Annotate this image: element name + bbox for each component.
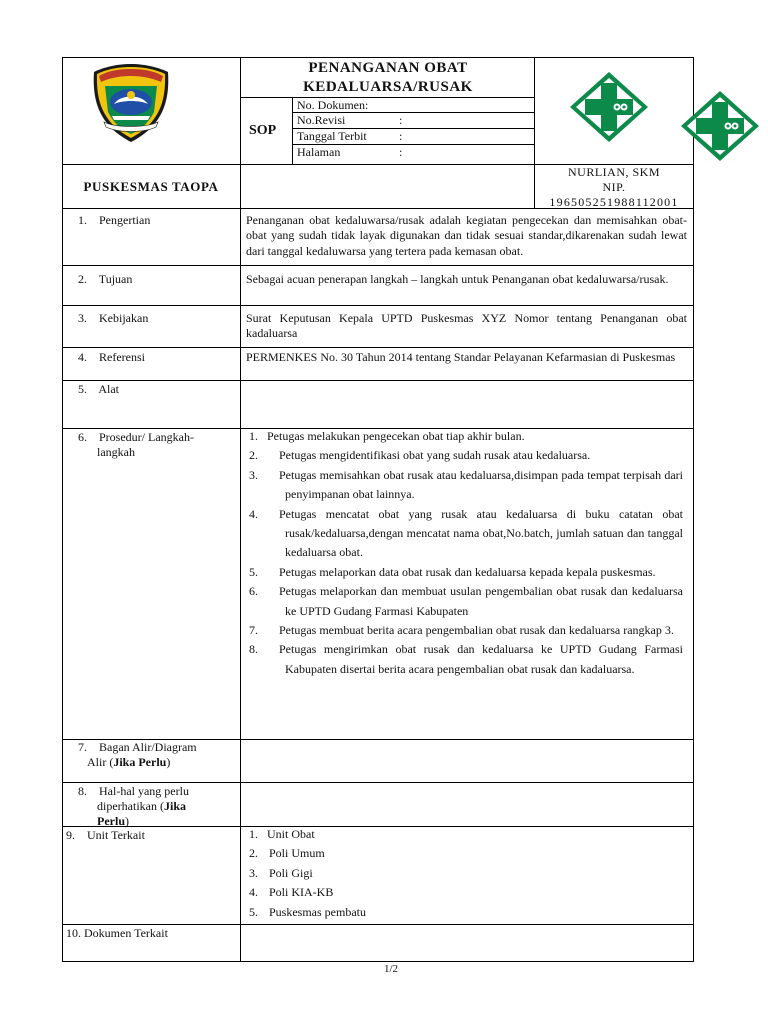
related-unit-item: 3. Poli Gigi xyxy=(249,865,313,880)
related-unit-item: 1. Unit Obat xyxy=(249,827,315,841)
meta-page-label: Halaman xyxy=(297,145,341,159)
section-label-related-documents: 10. Dokumen Terkait xyxy=(66,926,168,940)
puskesmas-logo-icon xyxy=(567,69,651,145)
section-label-flowchart-cont: Alir (Jika Perlu) xyxy=(87,755,171,769)
related-units-list xyxy=(249,825,549,922)
procedure-list xyxy=(249,427,683,679)
section-label-policy: 3. Kebijakan xyxy=(78,311,149,325)
meta-issue-date-label: Tanggal Terbit xyxy=(297,129,367,143)
sop-divider xyxy=(292,97,293,164)
meta-page-value: : xyxy=(399,145,403,159)
row-line-5 xyxy=(62,380,694,381)
section-label-reference: 4. Referensi xyxy=(78,350,145,364)
sop-label: SOP xyxy=(249,123,277,138)
signatory-nip: 196505251988112001 xyxy=(549,195,679,209)
signatory-name: NURLIAN, SKM xyxy=(567,165,660,179)
document-title: PENANGANAN OBAT KEDALUARSA/RUSAK xyxy=(303,60,473,95)
section-label-tools: 5. Alat xyxy=(78,382,119,396)
section-content-definition: Penanganan obat kedaluwarsa/rusak adalah kegiatan pengecekan dan memisahkan obat-obat yang sudah tidak layak digunakan dan tidak sesuai standar,dikarenakan sudah lewat dari tanggal kedaluwarsa yang tertera pada kemasan obat. xyxy=(246,213,687,258)
related-unit-item: 4. Poli KIA-KB xyxy=(249,885,334,900)
row-line-8 xyxy=(62,782,694,783)
procedure-step: 3. Petugas memisahkan obat rusak atau kedaluarsa,disimpan pada tempat terpisah dari penyimpanan obat lainnya. xyxy=(249,467,683,502)
related-unit-item: 2. Poli Umum xyxy=(249,846,325,861)
procedure-step: 6. Petugas melaporkan dan membuat usulan pengembalian obat rusak dan kedaluarsa ke UPTD Gudang Farmasi Kabupaten xyxy=(249,584,683,618)
related-unit-item: 5. Puskesmas pembatu xyxy=(249,904,366,919)
section-label-notes: 8. Hal-hal yang perlu xyxy=(78,784,189,798)
title-bottom xyxy=(240,97,535,98)
section-label-notes-cont-2: Perlu) xyxy=(97,814,129,828)
meta-document-number-label: No. Dokumen: xyxy=(297,98,369,112)
row-line-10 xyxy=(62,924,694,925)
row-line-4 xyxy=(62,347,694,348)
procedure-step: 1. Petugas melakukan pengecekan obat tiap akhir bulan. xyxy=(249,429,525,443)
procedure-step: 8. Petugas mengirimkan obat rusak dan kedaluarsa ke UPTD Gudang Farmasi Kabupaten disertai berita acara pengembalian obat rusak dan kadaluarsa. xyxy=(249,642,683,676)
procedure-step: 4. Petugas mencatat obat yang rusak atau kedaluarsa di buku catatan obat rusak/kedaluarsa,dengan mencatat nama obat,No.batch, jumlah satuan dan tanggal kedaluarsa obat. xyxy=(249,506,683,560)
procedure-step: 2. Petugas mengidentifikasi obat yang sudah rusak atau kedaluarsa. xyxy=(249,448,591,463)
meta-issue-date-value: : xyxy=(399,129,403,143)
page-number: 1/2 xyxy=(384,963,399,975)
table-border-top xyxy=(62,57,694,58)
row-line-3 xyxy=(62,305,694,306)
procedure-step: 5. Petugas melaporkan data obat rusak dan kedaluarsa kepada kepala puskesmas. xyxy=(249,564,656,579)
section-label-related-units: 9. Unit Terkait xyxy=(66,828,145,842)
procedure-step: 7. Petugas membuat berita acara pengembalian obat rusak dan kedaluarsa rangkap 3. xyxy=(249,623,674,638)
section-label-purpose: 2. Tujuan xyxy=(78,272,133,286)
section-content-purpose: Sebagai acuan penerapan langkah – langkah untuk Penanganan obat kedaluwarsa/rusak. xyxy=(246,272,669,286)
regency-emblem-logo xyxy=(88,62,174,144)
meta-revision-label: No.Revisi xyxy=(297,113,346,127)
section-label-procedure: 6. Prosedur/ Langkah- xyxy=(78,430,194,444)
row-line-2 xyxy=(62,265,694,266)
section-label-procedure-cont: langkah xyxy=(97,445,135,459)
section-content-policy: Surat Keputusan Kepala UPTD Puskesmas XYZ Nomor tentang Penanganan obat kadaluarsa xyxy=(246,311,687,341)
table-border-bottom xyxy=(62,961,694,962)
section-content-reference: PERMENKES No. 30 Tahun 2014 tentang Standar Pelayanan Kefarmasian di Puskesmas xyxy=(246,350,676,364)
puskesmas-logo-icon-secondary xyxy=(678,88,762,164)
meta-revision-value: : xyxy=(399,113,403,127)
institution-name: PUSKESMAS TAOPA xyxy=(83,179,219,194)
section-label-notes-cont: diperhatikan (Jika xyxy=(97,799,186,813)
signatory-nip-label: NIP. xyxy=(602,180,626,194)
section-label-definition: 1. Pengertian xyxy=(78,213,151,227)
section-label-flowchart: 7. Bagan Alir/Diagram xyxy=(78,740,197,754)
